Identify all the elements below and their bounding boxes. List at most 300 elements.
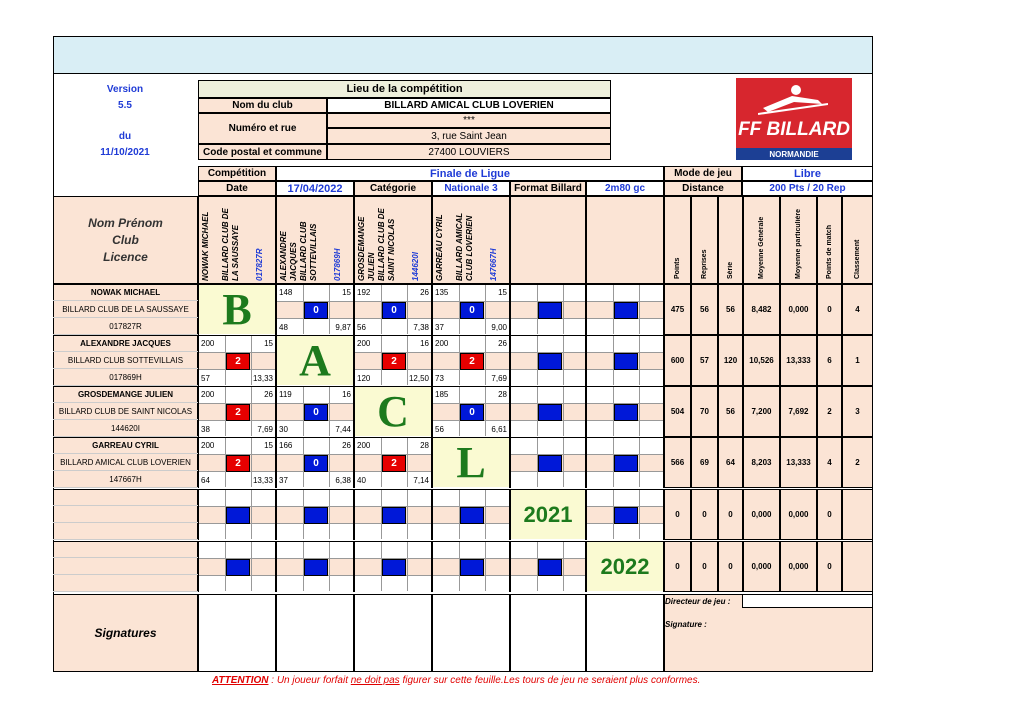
header-club: Club	[112, 232, 139, 247]
stat-value: 0	[675, 510, 680, 519]
match-points-badge	[614, 404, 638, 421]
match-subrow	[587, 319, 663, 336]
match-cell	[432, 386, 510, 437]
match-points-badge	[538, 455, 562, 472]
match-divider	[329, 542, 330, 591]
stat-value: 0,000	[788, 510, 809, 519]
match-serie: 73	[435, 374, 444, 383]
footer-note	[212, 675, 872, 689]
col-header-licence: 017869H	[333, 248, 342, 281]
stat-cell	[664, 335, 691, 386]
stat-header	[691, 196, 718, 284]
match-divider	[329, 285, 330, 334]
match-subrow	[511, 319, 585, 336]
stat-value: 7,200	[751, 407, 772, 416]
col-header-club: BILLARD AMICAL CLUB LOVERIEN	[455, 213, 474, 281]
match-points-badge	[460, 507, 484, 524]
stat-cell	[718, 437, 743, 488]
col-header-name: GARREAU CYRIL	[435, 214, 444, 281]
match-cell	[276, 489, 354, 540]
match-points-badge: 0	[382, 302, 406, 319]
ffbillard-brand: FF BILLARD	[738, 119, 850, 140]
stat-cell	[780, 437, 817, 488]
info-line	[53, 541, 198, 558]
match-moyenne: 13,33	[252, 476, 273, 485]
match-divider	[485, 336, 486, 385]
stat-header	[718, 196, 743, 284]
year-label: 2022	[587, 542, 663, 591]
match-reprises: 26	[342, 441, 351, 450]
player-licence: 017827R	[109, 322, 142, 331]
stat-value: 0	[827, 510, 832, 519]
match-divider	[485, 285, 486, 334]
match-serie: 40	[357, 476, 366, 485]
signatures-cell	[53, 594, 198, 672]
match-points-badge: 0	[304, 404, 328, 421]
match-subrow	[277, 542, 353, 559]
match-reprises: 28	[498, 390, 507, 399]
player-col-header	[432, 196, 510, 284]
player-col-header	[354, 196, 432, 284]
match-divider	[407, 542, 408, 591]
stat-value: 13,333	[786, 458, 811, 467]
match-moyenne: 7,44	[335, 425, 351, 434]
match-cell	[198, 489, 276, 540]
signature-box[interactable]	[276, 594, 354, 672]
stat-cell	[842, 386, 873, 437]
stat-value: 6	[827, 356, 832, 365]
date-value: 17/04/2022	[276, 181, 354, 196]
match-subrow	[277, 490, 353, 507]
match-subrow	[277, 576, 353, 593]
match-divider	[639, 490, 640, 539]
col-header-club: BILLARD CLUB DE SAINT NICOLAS	[377, 208, 396, 281]
stat-cell	[718, 489, 743, 540]
match-subrow	[433, 576, 509, 593]
stat-cell	[743, 284, 780, 335]
version-date: 11/10/2021	[100, 146, 150, 158]
match-reprises: 28	[420, 441, 429, 450]
rue-value1: ***	[327, 113, 611, 128]
stat-cell	[817, 284, 842, 335]
stat-cell	[691, 541, 718, 592]
stat-header	[842, 196, 873, 284]
match-cell	[510, 489, 586, 540]
stat-cell	[664, 541, 691, 592]
match-divider	[639, 438, 640, 487]
stat-value: 600	[670, 356, 685, 365]
stat-header-label: Classement	[853, 239, 861, 279]
player-name: NOWAK MICHAEL	[90, 288, 161, 297]
competition-value: Finale de Ligue	[276, 166, 664, 181]
match-divider	[251, 490, 252, 539]
match-subrow	[199, 542, 275, 559]
stat-value: 8,203	[751, 458, 772, 467]
signature-box[interactable]	[198, 594, 276, 672]
stat-value: 0,000	[788, 562, 809, 571]
stat-cell	[743, 541, 780, 592]
mode-label: Mode de jeu	[664, 166, 742, 181]
stat-cell	[780, 335, 817, 386]
stat-cell	[817, 386, 842, 437]
match-points-badge: 0	[460, 302, 484, 319]
match-moyenne: 13,33	[252, 374, 273, 383]
match-serie: 37	[279, 476, 288, 485]
match-serie: 38	[201, 425, 210, 434]
competition-label: Compétition	[198, 166, 276, 181]
col-header-licence: 144620I	[411, 252, 420, 281]
stat-header	[664, 196, 691, 284]
version-number: 5.5	[118, 99, 132, 111]
stat-value: 64	[726, 458, 735, 467]
match-points-badge	[614, 353, 638, 370]
match-subrow	[355, 524, 431, 541]
stat-cell	[842, 284, 873, 335]
match-subrow	[511, 285, 585, 302]
match-points-badge	[614, 507, 638, 524]
stat-value: 69	[700, 458, 709, 467]
stat-value: 1	[855, 356, 860, 365]
match-moyenne: 7,69	[491, 374, 507, 383]
match-cell	[510, 541, 586, 592]
signature-box[interactable]	[354, 594, 432, 672]
match-points-badge	[382, 559, 406, 576]
club-value: BILLARD AMICAL CLUB LOVERIEN	[327, 98, 611, 113]
player-club: BILLARD CLUB SOTTEVILLAIS	[67, 356, 184, 365]
match-points-badge	[614, 455, 638, 472]
ffbillard-logo	[736, 78, 852, 160]
match-cell	[198, 386, 276, 437]
info-line	[53, 489, 198, 506]
match-subrow	[587, 387, 663, 404]
stat-header-label: Points de match	[825, 224, 833, 279]
match-cell	[276, 386, 354, 437]
stat-cell	[842, 335, 873, 386]
match-points: 200	[201, 339, 215, 348]
stat-cell	[780, 386, 817, 437]
match-cell	[354, 541, 432, 592]
club-label: Nom du club	[198, 98, 327, 113]
ne-doit-pas: ne doit pas	[350, 675, 400, 686]
match-subrow	[355, 542, 431, 559]
info-line	[53, 506, 198, 523]
match-reprises: 26	[420, 288, 429, 297]
stat-cell	[743, 335, 780, 386]
match-reprises: 16	[420, 339, 429, 348]
rue-value2: 3, rue Saint Jean	[327, 128, 611, 144]
stat-value: 7,692	[788, 407, 809, 416]
match-subrow	[511, 542, 585, 559]
signature-box[interactable]	[510, 594, 586, 672]
match-subrow	[587, 524, 663, 541]
stat-cell	[780, 284, 817, 335]
match-divider	[639, 285, 640, 334]
attention-label: ATTENTION	[212, 675, 269, 686]
match-subrow	[587, 370, 663, 387]
match-serie: 37	[435, 323, 444, 332]
stat-cell	[718, 335, 743, 386]
match-cell	[510, 335, 586, 386]
date-label: Date	[198, 181, 276, 196]
stat-cell	[691, 489, 718, 540]
stat-header	[817, 196, 842, 284]
match-serie: 64	[201, 476, 210, 485]
stat-value: 0	[827, 305, 832, 314]
match-cell	[198, 284, 276, 335]
match-subrow	[587, 438, 663, 455]
stat-value	[843, 542, 872, 591]
col-header-licence: 017827R	[255, 248, 264, 281]
top-banner	[53, 36, 873, 74]
stat-cell	[817, 489, 842, 540]
match-divider	[251, 542, 252, 591]
match-cell	[198, 335, 276, 386]
stat-value: 2	[827, 407, 832, 416]
stat-header-label: Série	[726, 261, 734, 279]
cat-value: Nationale 3	[432, 181, 510, 196]
stat-header-label: Moyenne particulière	[794, 208, 802, 279]
dist-value: 200 Pts / 20 Rep	[742, 181, 873, 196]
match-points-badge: 0	[460, 404, 484, 421]
match-points-badge: 2	[226, 455, 250, 472]
match-points-badge	[538, 404, 562, 421]
player-name: GROSDEMANGE JULIEN	[77, 390, 174, 399]
match-divider	[639, 387, 640, 436]
match-cell	[510, 437, 586, 488]
signature-box[interactable]	[586, 594, 664, 672]
stat-cell	[817, 437, 842, 488]
info-line	[53, 558, 198, 575]
stat-value: 70	[700, 407, 709, 416]
player-licence: 017869H	[109, 373, 142, 382]
player-col-header	[276, 196, 354, 284]
stat-cell	[842, 489, 873, 540]
match-divider	[329, 387, 330, 436]
col-header-name: GROSDEMANGE JULIEN	[357, 216, 376, 281]
header-licence: Licence	[103, 249, 148, 264]
stat-value: 0	[702, 510, 707, 519]
cat-label: Catégorie	[354, 181, 432, 196]
stat-value: 475	[670, 305, 685, 314]
stat-header-label: Reprises	[700, 249, 708, 279]
match-cell	[432, 541, 510, 592]
stat-cell	[842, 541, 873, 592]
mode-value: Libre	[742, 166, 873, 181]
match-reprises: 26	[498, 339, 507, 348]
diagonal-letter: B	[199, 285, 275, 334]
stat-value: 57	[700, 356, 709, 365]
match-points-badge: 2	[382, 455, 406, 472]
match-points-badge: 2	[382, 353, 406, 370]
match-reprises: 26	[264, 390, 273, 399]
stat-cell	[691, 284, 718, 335]
match-points: 166	[279, 441, 293, 450]
match-cell	[432, 284, 510, 335]
stat-value: 0,000	[751, 562, 772, 571]
match-points-badge	[304, 507, 328, 524]
match-subrow	[355, 490, 431, 507]
col-header-club: BILLARD CLUB DE LA SAUSSAYE	[221, 208, 240, 281]
stat-header-label: Points	[673, 257, 681, 279]
match-cell	[586, 335, 664, 386]
match-cell	[354, 386, 432, 437]
stat-value: 10,526	[749, 356, 774, 365]
match-subrow	[587, 336, 663, 353]
match-divider	[407, 438, 408, 487]
match-subrow	[511, 576, 585, 593]
match-divider	[251, 387, 252, 436]
match-moyenne: 6,61	[491, 425, 507, 434]
match-moyenne: 12,50	[408, 374, 429, 383]
stat-value: 4	[827, 458, 832, 467]
format2-col-header	[586, 196, 664, 284]
header-nom: Nom Prénom	[88, 215, 163, 230]
match-serie: 56	[357, 323, 366, 332]
match-cell	[586, 489, 664, 540]
match-serie: 120	[357, 374, 371, 383]
match-points: 200	[357, 441, 371, 450]
stat-value: 120	[723, 356, 738, 365]
stat-value: 0	[675, 562, 680, 571]
stat-value: 8,482	[751, 305, 772, 314]
signatures-label: Signatures	[94, 626, 157, 640]
stat-cell	[664, 386, 691, 437]
footer-sep: : Un joueur forfait	[268, 675, 351, 686]
stat-header	[743, 196, 780, 284]
stat-cell	[743, 489, 780, 540]
stat-value: 3	[855, 407, 860, 416]
col-header-name: ALEXANDRE JACQUES	[279, 231, 298, 281]
match-points: 185	[435, 390, 449, 399]
match-cell	[432, 335, 510, 386]
player-licence: 144620I	[111, 424, 140, 433]
match-reprises: 15	[498, 288, 507, 297]
match-cell	[354, 335, 432, 386]
col-header-licence: 147667H	[489, 248, 498, 281]
player-col-header	[198, 196, 276, 284]
match-points: 119	[279, 390, 292, 399]
match-subrow	[511, 438, 585, 455]
match-points-badge	[538, 353, 562, 370]
col-header-name: NOWAK MICHAEL	[201, 211, 210, 281]
match-subrow	[587, 472, 663, 489]
stat-value: 566	[670, 458, 685, 467]
stat-cell	[743, 437, 780, 488]
stat-cell	[780, 541, 817, 592]
stat-value: 4	[855, 305, 860, 314]
match-points-badge: 2	[226, 404, 250, 421]
cp-value: 27400 LOUVIERS	[327, 144, 611, 160]
match-reprises: 15	[342, 288, 351, 297]
match-cell	[276, 437, 354, 488]
match-points-badge	[614, 302, 638, 319]
match-moyenne: 6,38	[335, 476, 351, 485]
stat-cell	[664, 489, 691, 540]
match-moyenne: 7,69	[257, 425, 273, 434]
match-subrow	[511, 370, 585, 387]
match-subrow	[587, 421, 663, 438]
lieu-title: Lieu de la compétition	[198, 80, 611, 98]
info-line	[53, 523, 198, 540]
stat-header-label: Moyenne Générale	[757, 216, 765, 279]
match-divider	[485, 542, 486, 591]
match-cell	[586, 284, 664, 335]
signature-label: Signature :	[665, 620, 707, 629]
stat-value: 2	[855, 458, 860, 467]
signature-box[interactable]	[432, 594, 510, 672]
stat-value: 0	[728, 562, 733, 571]
stat-cell	[842, 437, 873, 488]
version-label: Version	[106, 83, 144, 95]
match-cell	[354, 437, 432, 488]
player-club: BILLARD CLUB DE SAINT NICOLAS	[58, 407, 193, 416]
name-header	[53, 196, 198, 284]
match-subrow	[355, 576, 431, 593]
stat-cell	[718, 541, 743, 592]
match-subrow	[511, 387, 585, 404]
match-points-badge	[226, 559, 250, 576]
match-subrow	[199, 576, 275, 593]
player-name: GARREAU CYRIL	[92, 441, 159, 450]
match-serie: 57	[201, 374, 210, 383]
format-col-header	[510, 196, 586, 284]
match-cell	[432, 437, 510, 488]
stat-header	[780, 196, 817, 284]
match-reprises: 16	[342, 390, 351, 399]
match-subrow	[433, 542, 509, 559]
match-cell	[432, 489, 510, 540]
billiard-player-icon	[758, 84, 828, 118]
stat-cell	[691, 437, 718, 488]
match-divider	[407, 285, 408, 334]
match-points: 200	[357, 339, 371, 348]
match-subrow	[199, 490, 275, 507]
footer-rest: figurer sur cette feuille.Les tours de jeu ne seraient plus conformes.	[399, 675, 701, 686]
player-licence: 147667H	[109, 475, 142, 484]
match-divider	[407, 490, 408, 539]
match-points-badge: 0	[304, 302, 328, 319]
match-points-badge: 2	[226, 353, 250, 370]
match-cell	[586, 541, 664, 592]
match-cell	[586, 386, 664, 437]
stat-cell	[691, 386, 718, 437]
match-serie: 30	[279, 425, 288, 434]
match-points: 135	[435, 288, 449, 297]
match-cell	[198, 437, 276, 488]
stat-cell	[817, 335, 842, 386]
directeur-field[interactable]	[742, 594, 873, 608]
stat-cell	[664, 284, 691, 335]
directeur-label: Directeur de jeu :	[665, 597, 731, 606]
stat-value: 56	[700, 305, 709, 314]
diagonal-letter: L	[433, 438, 509, 487]
match-points: 192	[357, 288, 371, 297]
rue-label: Numéro et rue	[198, 113, 327, 144]
match-divider	[329, 438, 330, 487]
format-label: Format Billard	[510, 181, 586, 196]
match-points: 200	[435, 339, 449, 348]
stat-value: 0,000	[751, 510, 772, 519]
match-subrow	[277, 524, 353, 541]
match-subrow	[433, 490, 509, 507]
match-moyenne: 7,14	[413, 476, 429, 485]
info-line	[53, 575, 198, 592]
match-cell	[510, 284, 586, 335]
match-divider	[563, 387, 564, 436]
match-divider	[485, 387, 486, 436]
stat-cell	[718, 284, 743, 335]
match-subrow	[511, 472, 585, 489]
